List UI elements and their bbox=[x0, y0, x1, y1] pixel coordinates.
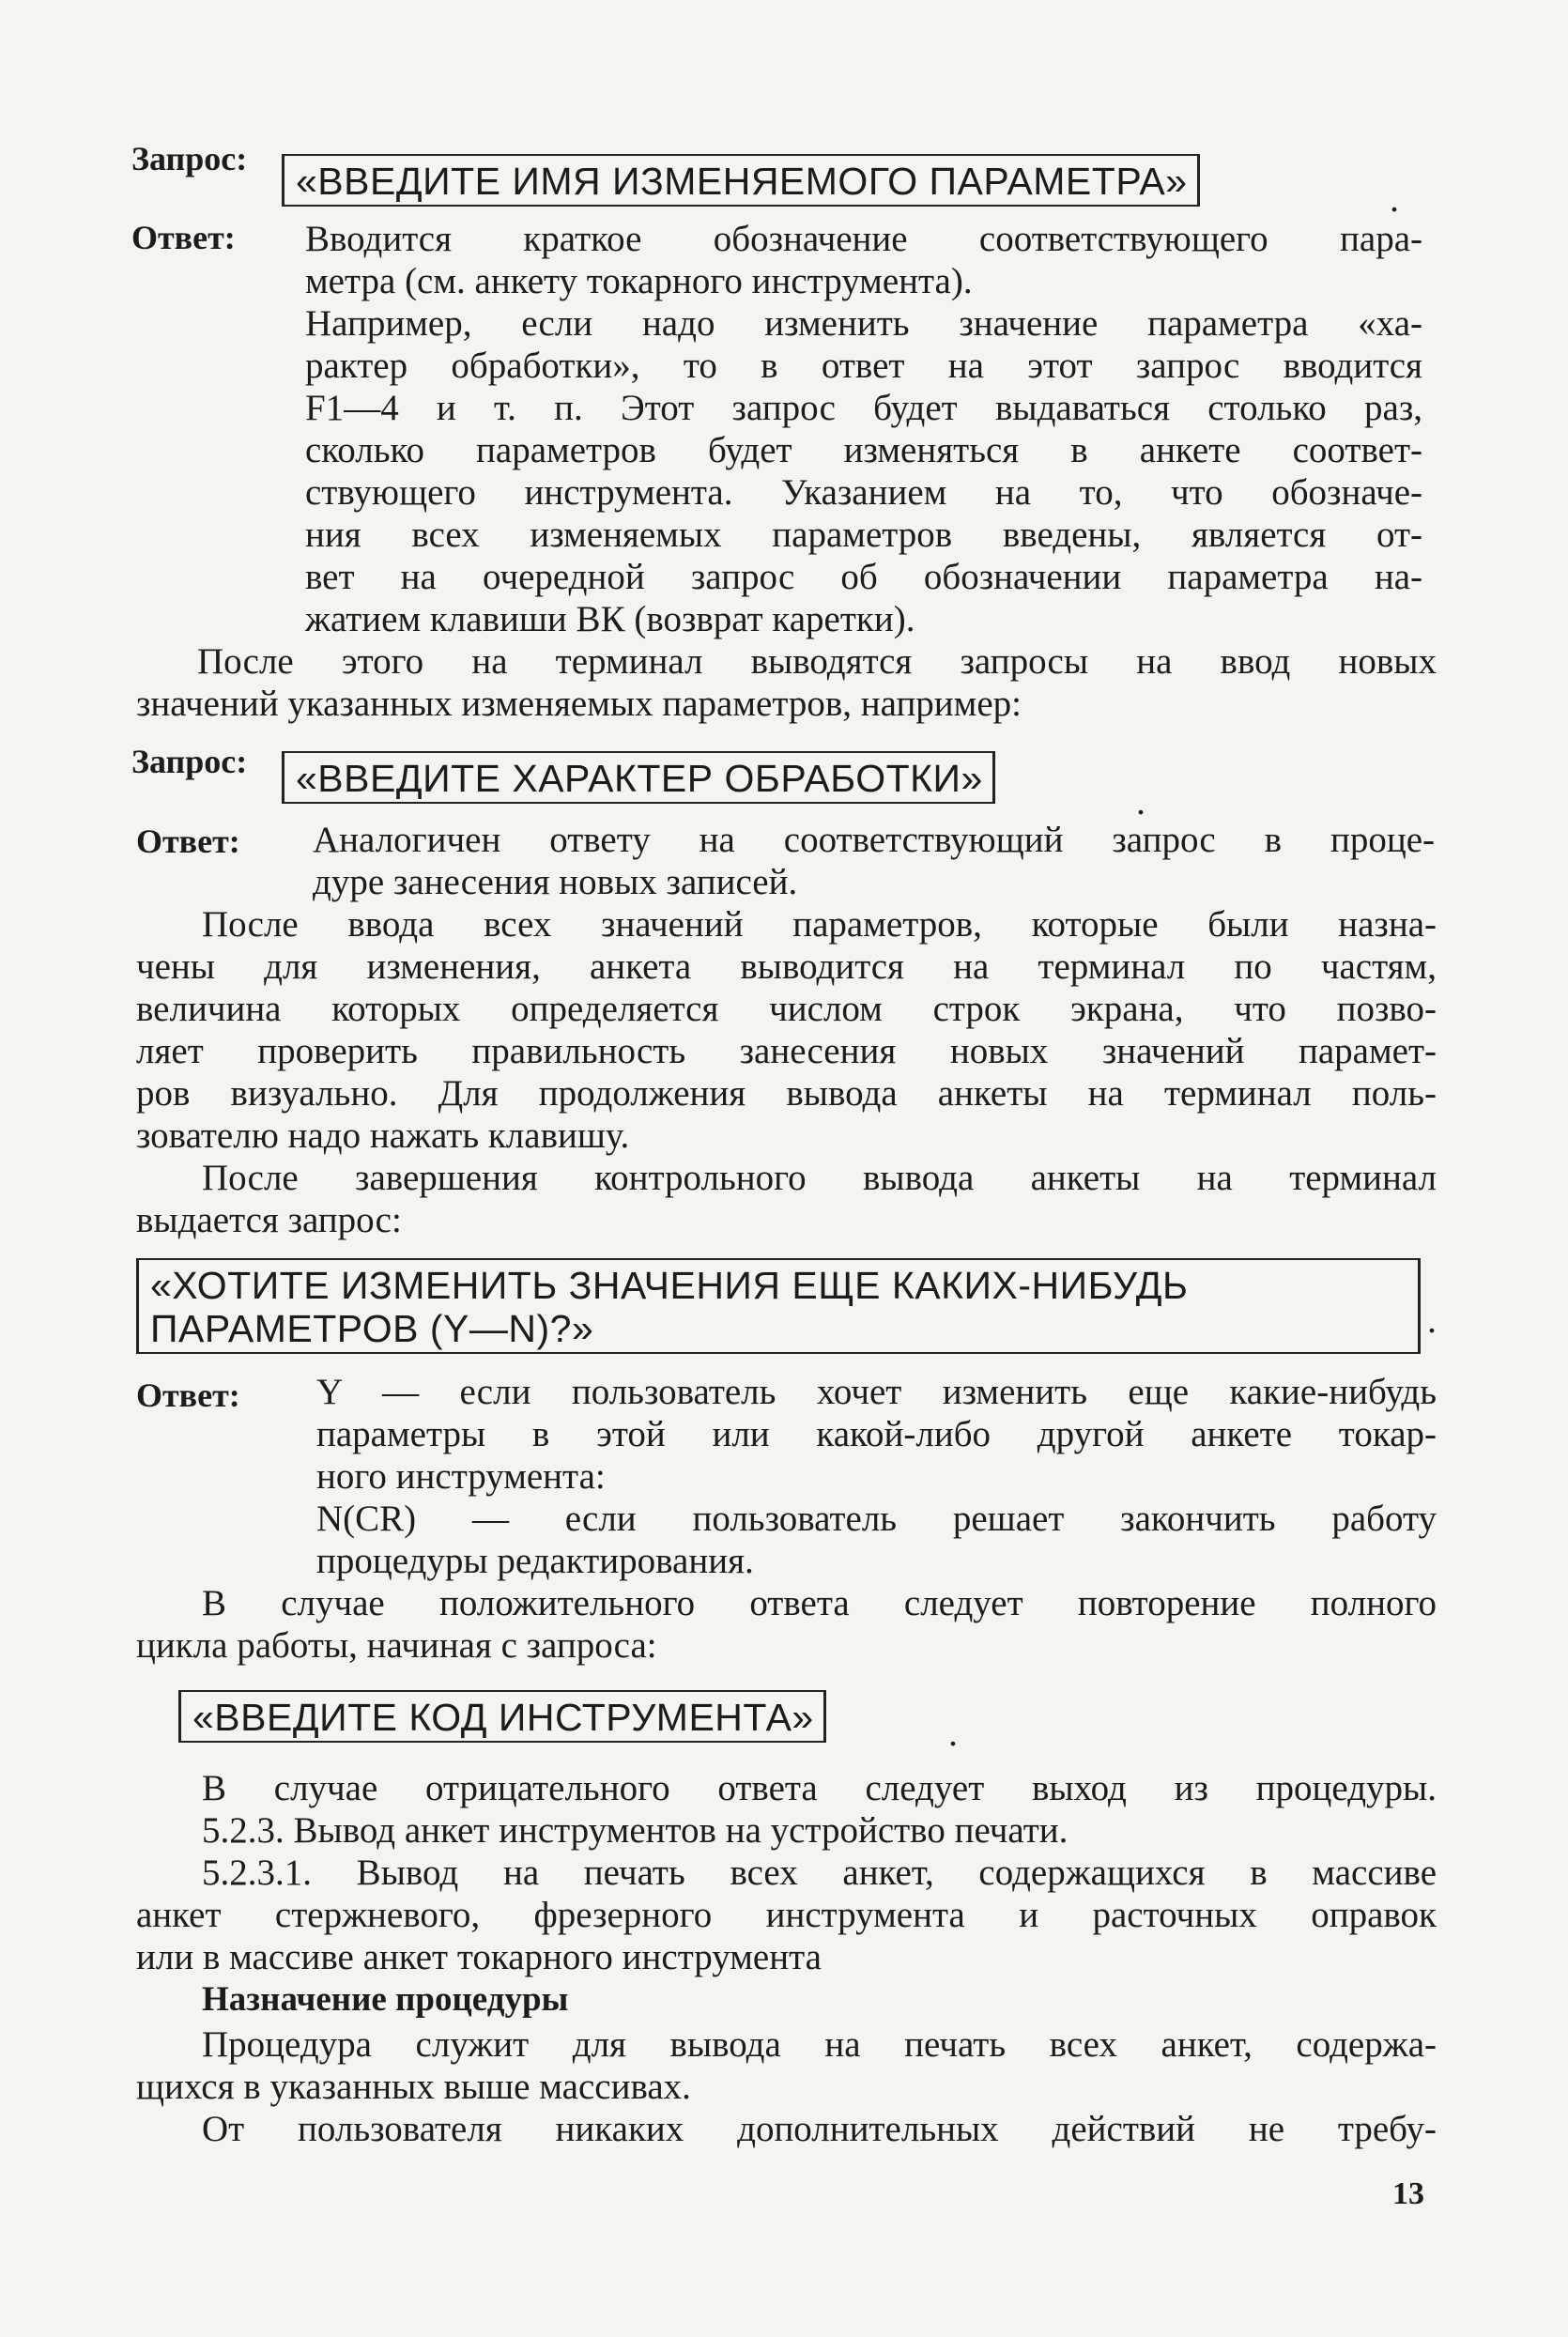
answer-text-2: Аналогичен ответу на соответствующий запрос в проце- дуре занесения новых записей. bbox=[313, 820, 1435, 902]
period: . bbox=[1390, 177, 1399, 220]
section-5-2-3-1: 5.2.3.1. Вывод на печать всех анкет, содержащихся в массиве анкет стержневого, фрезерного инструмента и расточных оправок или в массиве анкет токарного инструмента bbox=[136, 1853, 1437, 1977]
paragraph-purpose: Процедура служит для вывода на печать всех анкет, содержа- щихся в указанных выше массивах. bbox=[136, 2024, 1437, 2107]
query-box-change-more: «ХОТИТЕ ИЗМЕНИТЬ ЗНАЧЕНИЯ ЕЩЕ КАКИХ-НИБУДЬ ПАРАМЕТРОВ (Y—N)?» bbox=[136, 1258, 1421, 1354]
answer-text-1: Вводится краткое обозначение соответствующего пара- метра (см. анкету токарного инструмента). Например, если надо изменить значение параметра «ха- рактер обработки», то в ответ на этот запрос вводится F1—4 и т. п. Этот запрос будет выдаваться столько раз, сколько параметров будет изменяться в анкете соответ- ствующего инструмента. Указанием на то, что обозначе- ния всех изменяемых параметров введены, является от- вет на очередной запрос об обозначении параметра на- жатием клавиши ВК (возврат каретки). bbox=[305, 219, 1422, 639]
period: . bbox=[948, 1712, 958, 1754]
paragraph-last-line: От пользователя никаких дополнительных действий не требу- bbox=[202, 2109, 1437, 2149]
query-box-processing-type: «ВВЕДИТЕ ХАРАКТЕР ОБРАБОТКИ» bbox=[282, 751, 995, 804]
answer-text-3: Y — если пользователь хочет изменить еще какие-нибудь параметры в этой или какой-либо другой анкете токар- ного инструмента: N(CR) — если пользователь решает закончить работу процедуры редактирования. bbox=[316, 1372, 1437, 1581]
query-box-parameter-name: «ВВЕДИТЕ ИМЯ ИЗМЕНЯЕМОГО ПАРАМЕТРА» bbox=[282, 154, 1200, 207]
paragraph-control-output: После завершения контрольного вывода анкеты на терминал выдается запрос: bbox=[136, 1158, 1437, 1240]
section-5-2-3: 5.2.3. Вывод анкет инструментов на устройство печати. bbox=[202, 1810, 1068, 1851]
paragraph-output: После ввода всех значений параметров, которые были назна- чены для изменения, анкета выводится на терминал по частям, величина которых определяется числом строк экрана, что позво- ляет проверить правильность занесения новых значений парамет- ров визуально. Для продолжения вывода анкеты на терминал поль- зователю надо нажать клавишу. bbox=[136, 904, 1437, 1156]
page-number: 13 bbox=[1392, 2176, 1424, 2211]
heading-purpose: Назначение процедуры bbox=[202, 1980, 569, 2019]
paragraph-negative-answer: В случае отрицательного ответа следует выход из процедуры. bbox=[202, 1768, 1437, 1808]
answer-label: Ответ: bbox=[131, 219, 236, 256]
query-box-tool-code: «ВВЕДИТЕ КОД ИНСТРУМЕНТА» bbox=[178, 1690, 826, 1743]
query-label: Запрос: bbox=[131, 743, 248, 780]
query-label: Запрос: bbox=[131, 140, 248, 177]
answer-label: Ответ: bbox=[136, 1376, 240, 1414]
paragraph-new-values: После этого на терминал выводятся запросы на ввод новых значений указанных изменяемых параметров, например: bbox=[136, 641, 1437, 724]
paragraph-positive-answer: В случае положительного ответа следует повторение полного цикла работы, начиная с запроса: bbox=[136, 1583, 1437, 1666]
period: . bbox=[1136, 780, 1145, 823]
period: . bbox=[1427, 1299, 1437, 1341]
answer-label: Ответ: bbox=[136, 823, 240, 860]
